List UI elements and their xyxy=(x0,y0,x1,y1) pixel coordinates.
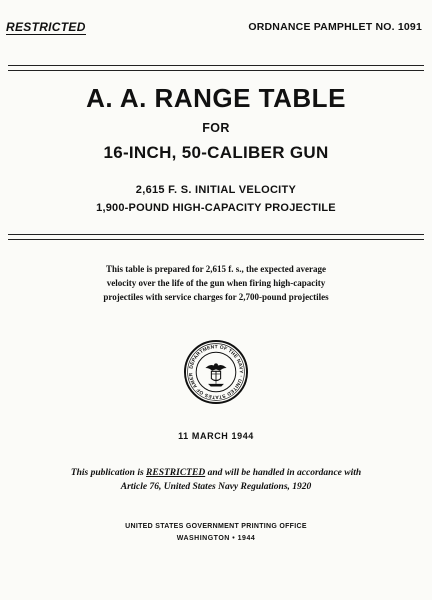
restriction-line-2: Article 76, United States Navy Regulations, 1920 xyxy=(120,482,312,492)
printer-name: UNITED STATES GOVERNMENT PRINTING OFFICE xyxy=(125,523,307,530)
publication-date: 11 MARCH 1944 xyxy=(178,431,254,441)
restriction-pre: This publication is xyxy=(70,468,147,478)
note-line: This table is prepared for 2,615 f. s., the expected average xyxy=(106,264,326,274)
restricted-label: RESTRICTED xyxy=(6,20,86,34)
restriction-emphasis: RESTRICTED xyxy=(146,468,206,478)
restriction-notice xyxy=(40,466,392,494)
restriction-line-1 xyxy=(40,466,392,480)
header-bar xyxy=(6,20,424,40)
navy-department-seal-icon xyxy=(183,339,249,405)
pamphlet-number: ORDNANCE PAMPHLET NO. 1091 xyxy=(248,21,422,33)
top-double-rule xyxy=(8,65,424,71)
title-for: FOR xyxy=(202,121,230,135)
note-line: velocity over the life of the gun when firing high-capacity xyxy=(106,278,326,288)
page-title: A. A. RANGE TABLE xyxy=(86,83,346,113)
title-gun: 16-INCH, 50-CALIBER GUN xyxy=(103,143,329,162)
preparation-note xyxy=(76,262,356,304)
note-line: projectiles with service charges for 2,700-pound projectiles xyxy=(103,292,329,302)
restriction-post: and will be handled in accordance with xyxy=(205,468,362,478)
velocity-spec: 2,615 F. S. INITIAL VELOCITY xyxy=(135,184,297,196)
seal-text: DEPARTMENT OF THE NAVY · UNITED STATES OF AMER xyxy=(189,345,243,399)
projectile-spec: 1,900-POUND HIGH-CAPACITY PROJECTILE xyxy=(96,202,336,214)
middle-double-rule xyxy=(8,234,424,240)
printer-location: WASHINGTON • 1944 xyxy=(176,535,256,542)
